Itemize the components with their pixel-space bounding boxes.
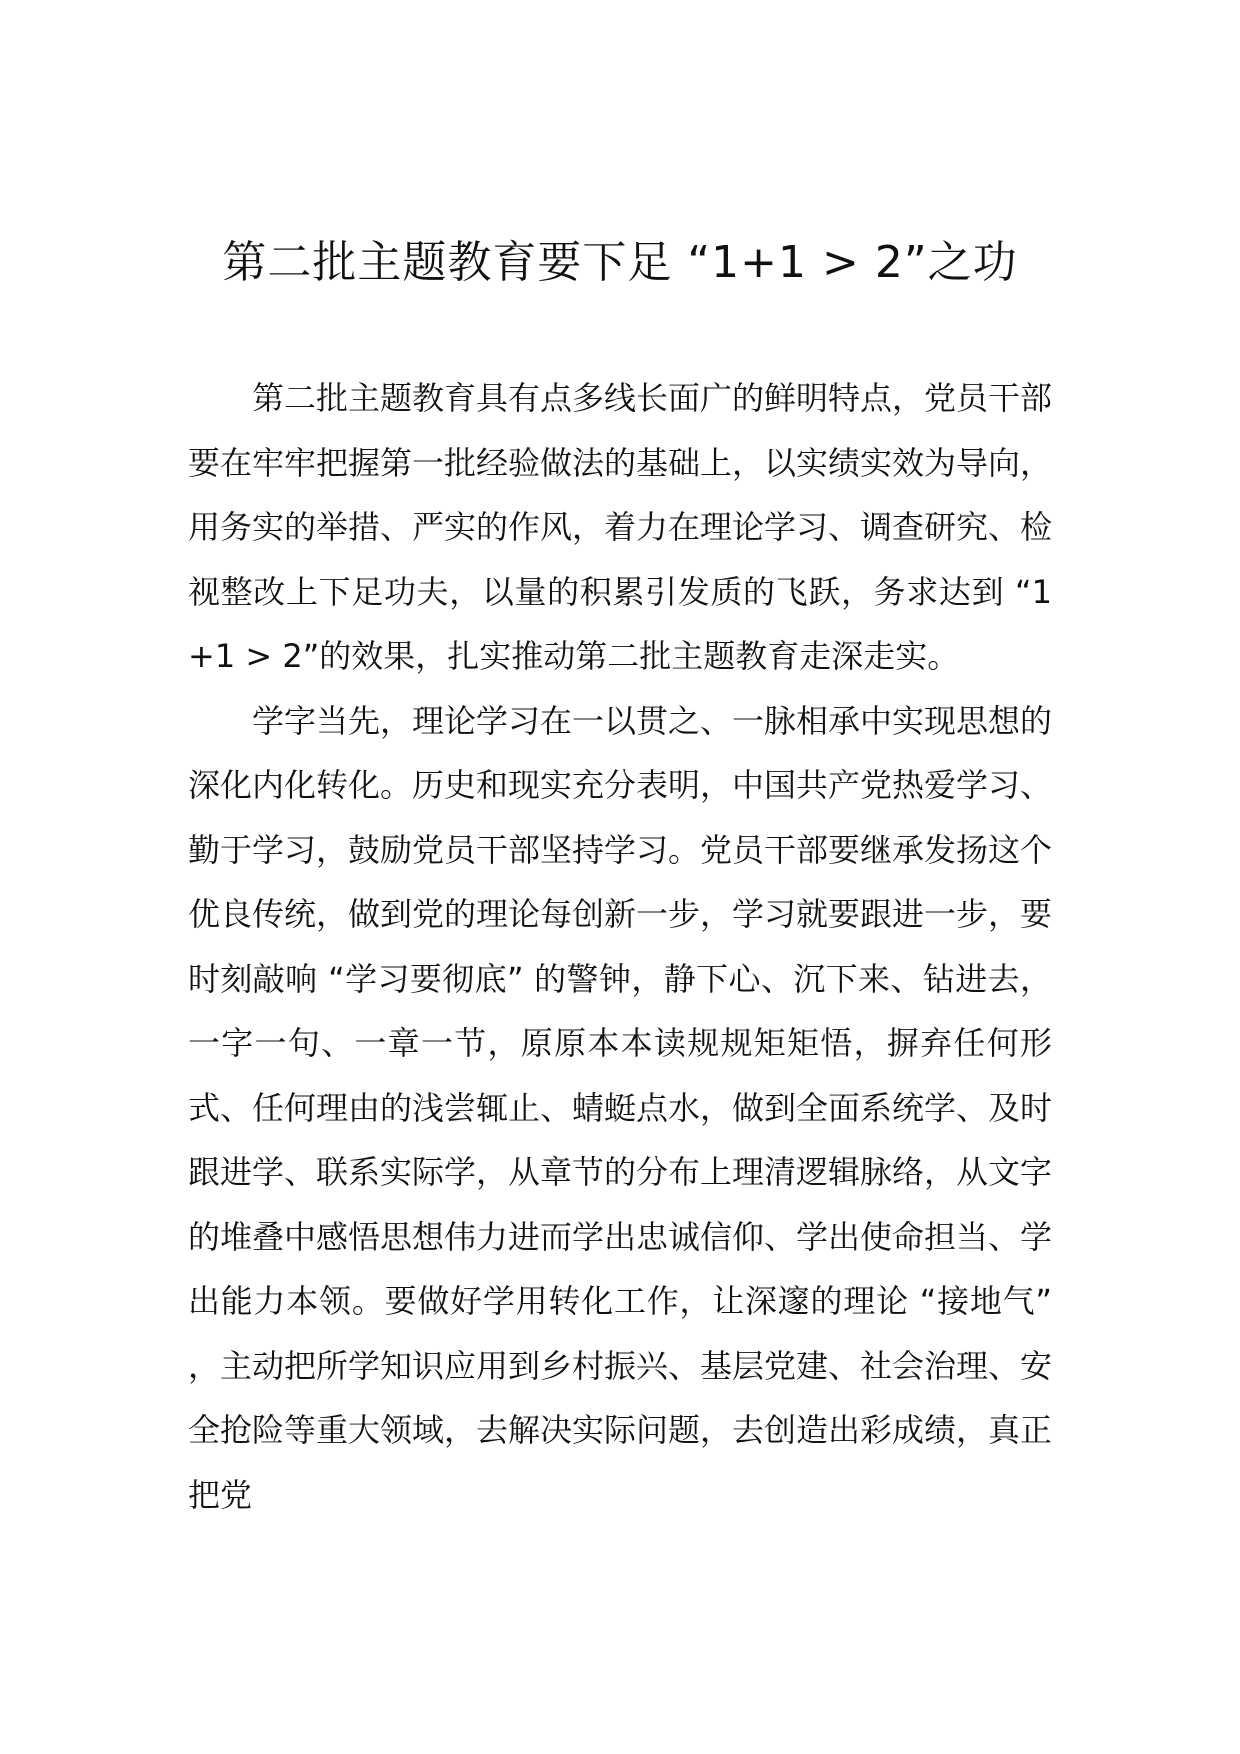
document-title: 第二批主题教育要下足 “1+1 > 2”之功 <box>222 237 1018 288</box>
paragraph-2: 学字当先，理论学习在一以贯之、一脉相承中实现思想的深化内化转化。历史和现实充分表明，中国共产党热爱学习、勤于学习，鼓励党员干部坚持学习。党员干部要继承发扬这个优良传统，做到党的理论每创新一步，学习就要跟进一步，要时刻敲响 “学习要彻底” 的警钟，静下心、沉下来、钻进去，一字一句、一章一节，原原本本读规规矩矩悟，摒弃任何形式、任何理由的浅尝辄止、蜻蜓点水，做到全面系统学、及时跟进学、联系实际学，从章节的分布上理清逻辑脉络，从文字的堆叠中感悟思想伟力进而学出忠诚信仰、学出使命担当、学出能力本领。要做好学用转化工作，让深邃的理论 “接地气” ，主动把所学知识应用到乡村振兴、基层党建、社会治理、安全抢险等重大领域，去解决实际问题，去创造出彩成绩，真正把党 <box>188 701 1053 1514</box>
paragraph-1: 第二批主题教育具有点多线长面广的鲜明特点，党员干部要在牢牢把握第一批经验做法的基础上，以实绩实效为导向，用务实的举措、严实的作风，着力在理论学习、调查研究、检视整改上下足功夫，以量的积累引发质的飞跃，务求达到 “1+1 > 2”的效果，扎实推动第二批主题教育走深走实。 <box>188 379 1053 675</box>
document-body <box>188 366 1052 1527</box>
